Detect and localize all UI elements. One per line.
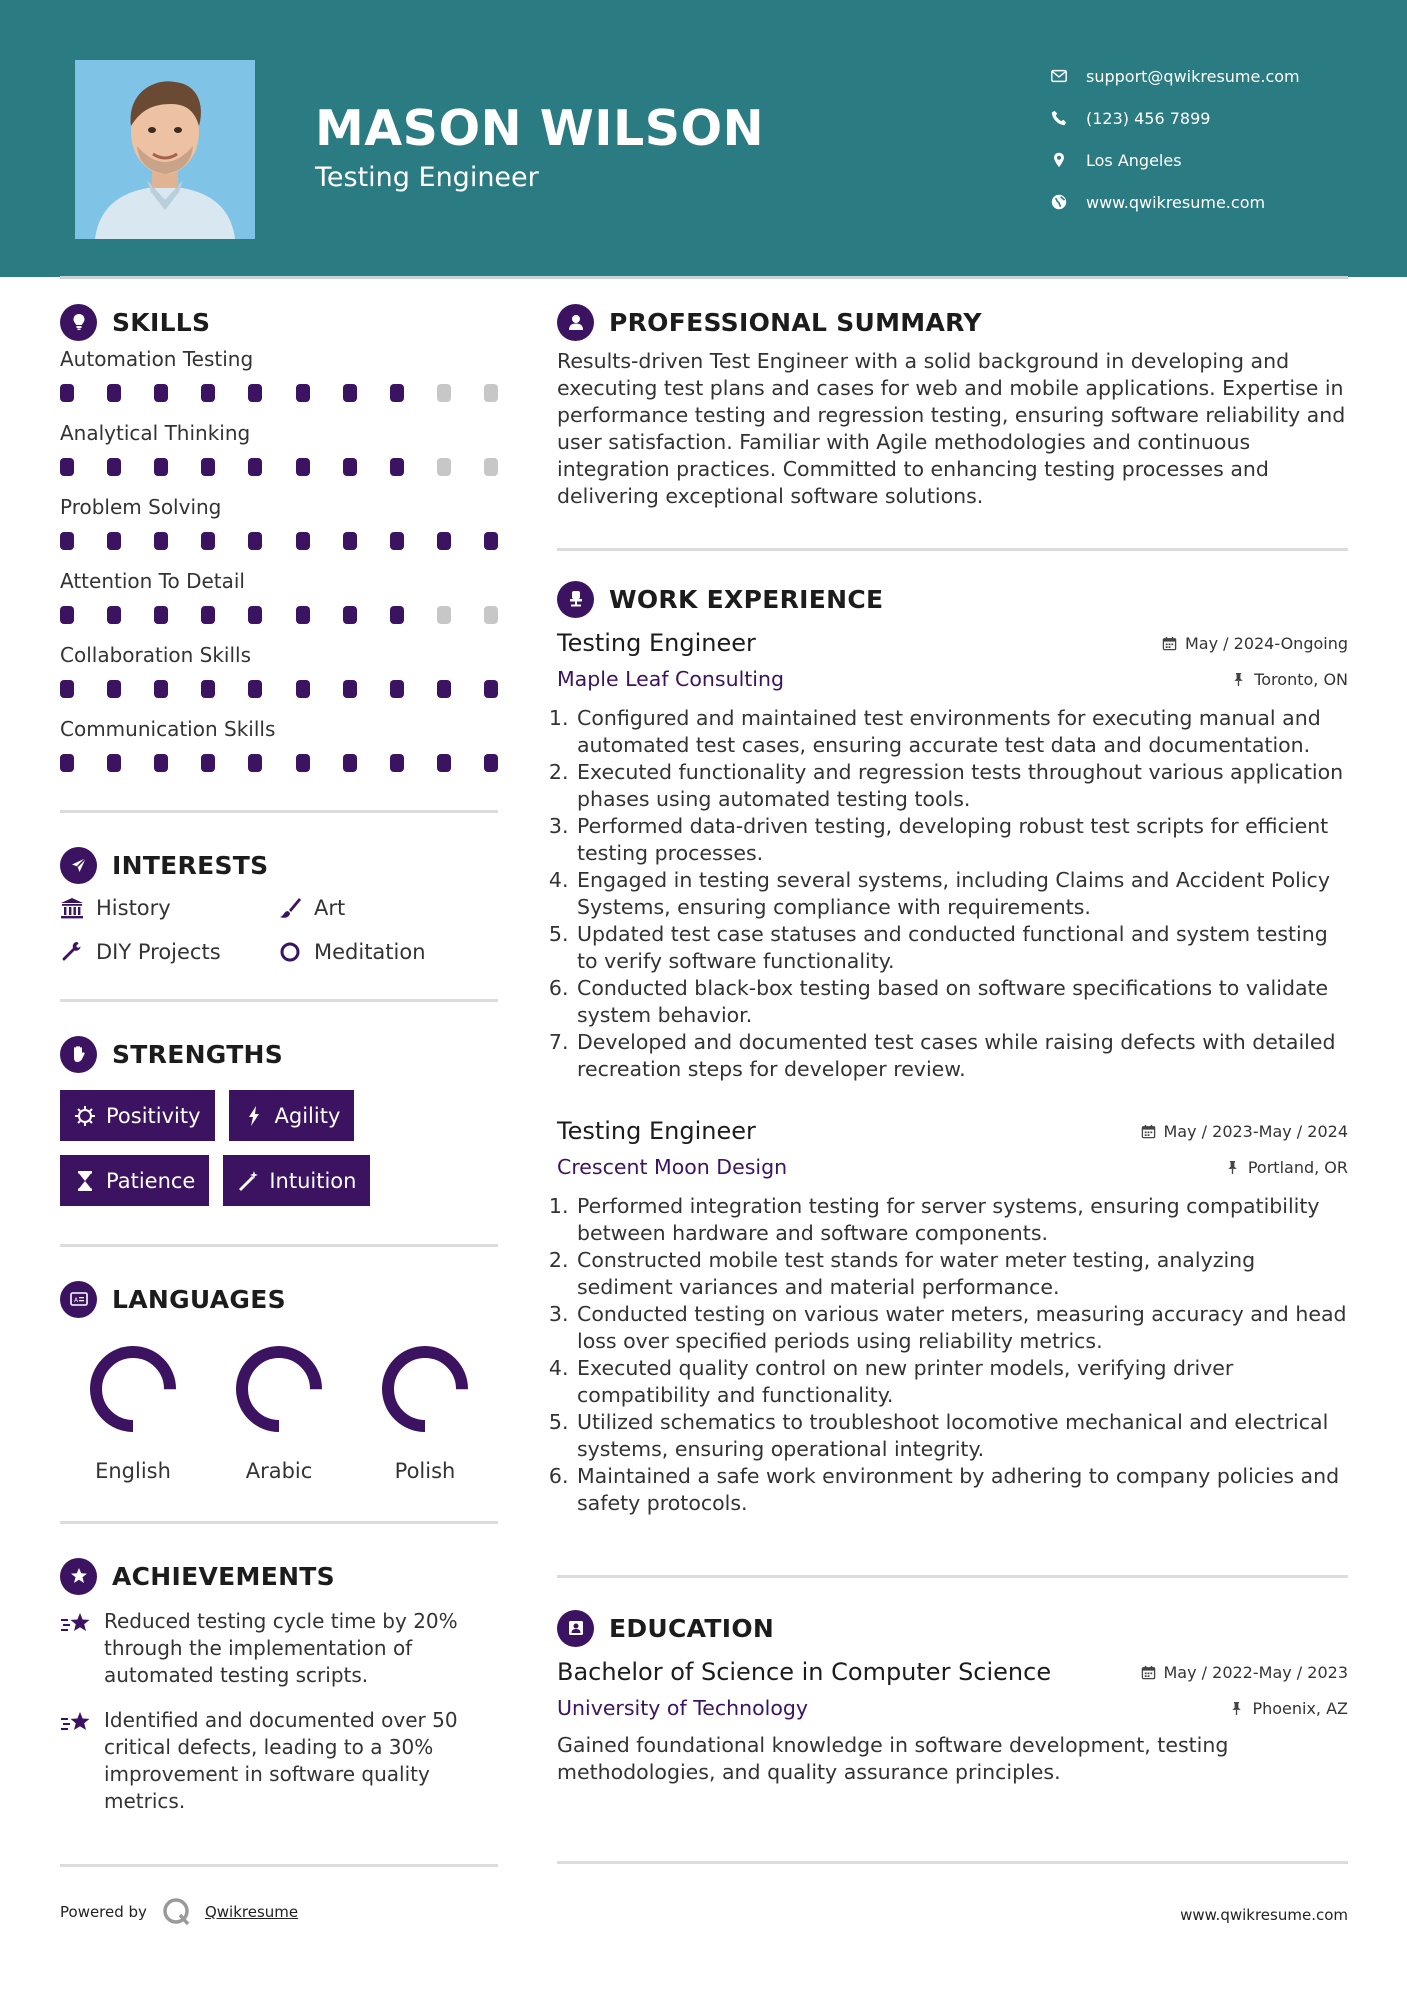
rating-dot-filled [248, 754, 262, 772]
language-card-icon [60, 1281, 97, 1318]
education-dates [1141, 1663, 1349, 1682]
calendar-icon [1162, 636, 1177, 651]
rating-dot-filled [343, 384, 357, 402]
language-ring-arc [388, 1352, 462, 1426]
calendar-icon [1141, 1124, 1156, 1139]
section-divider [557, 548, 1348, 551]
rating-dot-filled [437, 680, 451, 698]
strength-chip [229, 1090, 355, 1141]
achievement-text: Reduced testing cycle time by 20% through the implementation of automated testing scripts. [104, 1609, 458, 1687]
interest-label: History [96, 896, 171, 920]
rating-dot-filled [154, 384, 168, 402]
lightbulb-icon [60, 304, 97, 341]
language-ring-arc [96, 1352, 170, 1426]
rating-dot-filled [107, 680, 121, 698]
hourglass-icon [74, 1170, 96, 1192]
duty-item: 4. Executed quality control on new printer models, verifying driver compatibility and functionality. [575, 1355, 1348, 1409]
rating-dot-filled [201, 680, 215, 698]
skill-item [60, 492, 498, 566]
rating-dot-filled [437, 532, 451, 550]
skill-name: Communication Skills [60, 717, 276, 741]
contact-website[interactable] [1050, 181, 1300, 223]
strengths-title: STRENGTHS [112, 1039, 284, 1069]
globe-icon [1050, 193, 1068, 211]
education-location [1229, 1699, 1348, 1718]
sun-icon [74, 1105, 96, 1127]
strength-label: Positivity [106, 1103, 201, 1128]
duty-item: 2. Executed functionality and regression tests throughout various application phases using automated testing tools. [575, 759, 1348, 813]
experience-title: WORK EXPERIENCE [609, 584, 884, 614]
language-name: English [95, 1459, 171, 1483]
rating-dot-filled [248, 384, 262, 402]
rating-dot-filled [296, 384, 310, 402]
language-item [352, 1339, 498, 1483]
contact-email-text: support@qwikresume.com [1086, 66, 1300, 86]
duty-item: 5. Utilized schematics to troubleshoot locomotive mechanical and electrical systems, ensuring operational integrity. [575, 1409, 1348, 1463]
job-location-text: Portland, OR [1247, 1157, 1348, 1177]
rating-dot-filled [107, 754, 121, 772]
education-title: EDUCATION [609, 1613, 775, 1643]
skill-rating [60, 448, 498, 492]
job-location-text: Toronto, ON [1254, 669, 1348, 689]
strength-label: Patience [106, 1168, 196, 1193]
duty-item: 6. Maintained a safe work environment by adhering to company policies and safety protocols. [575, 1463, 1348, 1517]
skill-rating [60, 744, 498, 788]
rating-dot-filled [201, 606, 215, 624]
rating-dot-filled [484, 680, 498, 698]
skill-rating [60, 670, 498, 714]
summary-text: Results-driven Test Engineer with a solid background in developing and executing test plans and cases for web and mobile applications. Expertise in performance testing and regression testing, ensuring software reliability and user satisfaction. Familiar with Agile methodologies and continuous integration practices. Committed to enhancing testing processes and delivering exceptional software solutions. [557, 349, 1346, 508]
language-item [206, 1339, 352, 1483]
rating-dot-filled [248, 606, 262, 624]
rating-dot-filled [60, 680, 74, 698]
duty-item: 7. Developed and documented test cases while raising defects with detailed recreation steps for developer review. [575, 1029, 1348, 1083]
achievement-item [60, 1707, 498, 1815]
contact-location [1050, 139, 1300, 181]
language-ring [375, 1339, 475, 1439]
rating-dot-filled [390, 384, 404, 402]
summary-heading [557, 300, 1348, 344]
education-description: Gained foundational knowledge in software development, testing methodologies, and quality assurance principles. [557, 1733, 1229, 1784]
language-ring-arc [242, 1352, 316, 1426]
magic-wand-icon [237, 1170, 259, 1192]
duty-item: 3. Performed data-driven testing, developing robust test scripts for efficient testing processes. [575, 813, 1348, 867]
skill-name: Problem Solving [60, 495, 222, 519]
skill-name: Attention To Detail [60, 569, 245, 593]
rating-dot-filled [343, 532, 357, 550]
rating-dot-filled [390, 680, 404, 698]
skill-rating [60, 374, 498, 418]
footer-divider-right [557, 1861, 1348, 1864]
pushpin-icon [1229, 1701, 1244, 1716]
duty-item: 4. Engaged in testing several systems, including Claims and Accident Policy Systems, ensuring compliance with requirements. [575, 867, 1348, 921]
rating-dot-filled [154, 754, 168, 772]
skill-item [60, 418, 498, 492]
achievements-list [60, 1608, 498, 1815]
duty-item: 1. Configured and maintained test environments for executing manual and automated test cases, ensuring accurate test data and documentation. [575, 705, 1348, 759]
jobs-list [557, 625, 1348, 1517]
rating-dot-filled [154, 680, 168, 698]
language-ring [83, 1339, 183, 1439]
left-column [60, 300, 498, 1815]
rating-dot-filled [296, 606, 310, 624]
achievement-text: Identified and documented over 50 critical defects, leading to a 30% improvement in software quality metrics. [104, 1708, 458, 1813]
rating-dot-filled [248, 532, 262, 550]
skill-item [60, 344, 498, 418]
strengths-list [60, 1090, 498, 1206]
job-dates [1162, 634, 1348, 653]
interest-item [60, 893, 278, 923]
rating-dot-filled [60, 384, 74, 402]
skill-item [60, 566, 498, 640]
powered-by [60, 1896, 298, 1928]
section-divider [60, 810, 498, 813]
duty-item: 2. Constructed mobile test stands for water meter testing, analyzing sediment variances and material performance. [575, 1247, 1348, 1301]
qwikresume-logo-icon [161, 1896, 193, 1928]
school: University of Technology [557, 1696, 809, 1720]
star-icon [60, 1709, 94, 1739]
museum-icon [60, 897, 84, 919]
achievements-heading [60, 1554, 498, 1598]
wrench-icon [60, 941, 84, 963]
rating-dot-filled [296, 754, 310, 772]
rating-dot-filled [154, 458, 168, 476]
bolt-icon [243, 1105, 265, 1127]
languages-title: LANGUAGES [112, 1284, 286, 1314]
rating-dot-empty [437, 384, 451, 402]
job-location [1225, 1158, 1348, 1177]
languages-heading [60, 1277, 498, 1321]
interest-label: DIY Projects [96, 940, 221, 964]
circle-icon [278, 941, 302, 963]
rating-dot-filled [60, 754, 74, 772]
chair-icon [557, 581, 594, 618]
experience-heading [557, 577, 1348, 621]
job-dates-text: May / 2023-May / 2024 [1163, 1121, 1348, 1141]
rating-dot-filled [296, 532, 310, 550]
graduation-icon [557, 1610, 594, 1647]
rating-dot-empty [484, 606, 498, 624]
phone-icon [1050, 109, 1068, 127]
rating-dot-empty [484, 384, 498, 402]
job-position: Testing Engineer [557, 1117, 756, 1145]
duty-item: 5. Updated test case statuses and conducted functional and system testing to verify software functionality. [575, 921, 1348, 975]
star-icon [60, 1610, 94, 1640]
rating-dot-filled [60, 606, 74, 624]
rating-dot-filled [484, 754, 498, 772]
job-dates [1141, 1122, 1349, 1141]
rating-dot-filled [296, 680, 310, 698]
hand-icon [60, 1036, 97, 1073]
pushpin-icon [1225, 1160, 1240, 1175]
education-location-text: Phoenix, AZ [1252, 1698, 1348, 1718]
section-divider [60, 1521, 498, 1524]
strength-chip [60, 1155, 209, 1206]
duty-item: 6. Conducted black-box testing based on software specifications to validate system behavior. [575, 975, 1348, 1029]
rating-dot-filled [154, 532, 168, 550]
powered-by-text: Powered by [60, 1903, 147, 1921]
skill-item [60, 714, 498, 788]
section-divider [60, 1244, 498, 1247]
rating-dot-filled [154, 606, 168, 624]
section-divider [557, 1575, 1348, 1578]
candidate-name: MASON WILSON [315, 100, 765, 157]
rating-dot-filled [248, 458, 262, 476]
rating-dot-filled [201, 532, 215, 550]
strength-chip [223, 1155, 370, 1206]
rating-dot-filled [107, 606, 121, 624]
skills-list [60, 344, 498, 788]
interest-label: Art [314, 896, 346, 920]
contact-location-text: Los Angeles [1086, 150, 1182, 170]
rating-dot-filled [201, 384, 215, 402]
skill-name: Collaboration Skills [60, 643, 252, 667]
job-dates-text: May / 2024-Ongoing [1185, 633, 1348, 653]
job-entry [557, 1113, 1348, 1517]
rating-dot-filled [60, 458, 74, 476]
strength-label: Intuition [269, 1168, 357, 1193]
interest-label: Meditation [314, 940, 426, 964]
language-ring [229, 1339, 329, 1439]
rating-dot-filled [343, 680, 357, 698]
section-divider [60, 999, 498, 1002]
achievements-title: ACHIEVEMENTS [112, 1561, 335, 1591]
rating-dot-filled [390, 754, 404, 772]
rating-dot-filled [248, 680, 262, 698]
skills-heading [60, 300, 498, 344]
skills-title: SKILLS [112, 307, 211, 337]
achievement-item [60, 1608, 498, 1689]
job-position: Testing Engineer [557, 629, 756, 657]
language-name: Polish [394, 1459, 456, 1483]
language-item [60, 1339, 206, 1483]
contact-phone-text: (123) 456 7899 [1086, 108, 1211, 128]
rating-dot-filled [437, 754, 451, 772]
rating-dot-filled [201, 754, 215, 772]
education-heading [557, 1606, 1348, 1650]
profile-photo [75, 60, 255, 239]
rating-dot-filled [390, 606, 404, 624]
duty-item: 3. Conducted testing on various water meters, measuring accuracy and head loss over specified periods using reliability metrics. [575, 1301, 1348, 1355]
language-name: Arabic [245, 1459, 313, 1483]
rating-dot-filled [343, 754, 357, 772]
location-pin-icon [1050, 151, 1068, 169]
brand-link[interactable]: Qwikresume [204, 1903, 299, 1921]
rating-dot-filled [107, 532, 121, 550]
job-duties [557, 705, 1348, 1083]
job-location [1231, 670, 1348, 689]
interest-item [278, 937, 498, 967]
pushpin-icon [1231, 672, 1246, 687]
candidate-title: Testing Engineer [315, 162, 539, 193]
interests-heading [60, 843, 498, 887]
languages-list [60, 1339, 498, 1483]
contact-email[interactable] [1050, 55, 1300, 97]
interest-item [60, 937, 278, 967]
skill-name: Automation Testing [60, 347, 254, 371]
summary-title: PROFESSIONAL SUMMARY [609, 307, 982, 337]
footer-divider-left [60, 1864, 498, 1867]
skill-name: Analytical Thinking [60, 421, 251, 445]
strengths-heading [60, 1032, 498, 1076]
paintbrush-icon [278, 897, 302, 919]
interests-grid [60, 893, 498, 967]
interests-title: INTERESTS [112, 850, 269, 880]
degree: Bachelor of Science in Computer Science [557, 1658, 1052, 1686]
rating-dot-filled [107, 384, 121, 402]
interest-item [278, 893, 498, 923]
job-company: Maple Leaf Consulting [557, 667, 785, 691]
header-divider [60, 276, 1348, 279]
calendar-icon [1141, 1665, 1156, 1680]
job-company: Crescent Moon Design [557, 1155, 788, 1179]
rating-dot-filled [343, 606, 357, 624]
rating-dot-filled [390, 458, 404, 476]
rating-dot-filled [201, 458, 215, 476]
rating-dot-filled [296, 458, 310, 476]
paper-plane-icon [60, 847, 97, 884]
right-column [557, 300, 1348, 1786]
rating-dot-empty [437, 458, 451, 476]
svg-text:A: A [73, 1297, 78, 1304]
skill-rating [60, 596, 498, 640]
strength-label: Agility [274, 1103, 341, 1128]
duty-item: 1. Performed integration testing for server systems, ensuring compatibility between hardware and software components. [575, 1193, 1348, 1247]
job-entry [557, 625, 1348, 1083]
education-entry [557, 1654, 1348, 1786]
resume-header [0, 0, 1407, 277]
contact-phone[interactable] [1050, 97, 1300, 139]
contact-list [1050, 55, 1300, 223]
footer-website[interactable]: www.qwikresume.com [1180, 1906, 1348, 1924]
user-icon [557, 304, 594, 341]
rating-dot-filled [60, 532, 74, 550]
rating-dot-filled [390, 532, 404, 550]
rating-dot-empty [437, 606, 451, 624]
skill-rating [60, 522, 498, 566]
rating-dot-empty [484, 458, 498, 476]
strength-chip [60, 1090, 215, 1141]
rating-dot-filled [343, 458, 357, 476]
star-badge-icon [60, 1558, 97, 1595]
job-duties [557, 1193, 1348, 1517]
rating-dot-filled [484, 532, 498, 550]
contact-website-text: www.qwikresume.com [1086, 192, 1266, 212]
education-dates-text: May / 2022-May / 2023 [1163, 1662, 1348, 1682]
envelope-icon [1050, 67, 1068, 85]
skill-item [60, 640, 498, 714]
rating-dot-filled [107, 458, 121, 476]
